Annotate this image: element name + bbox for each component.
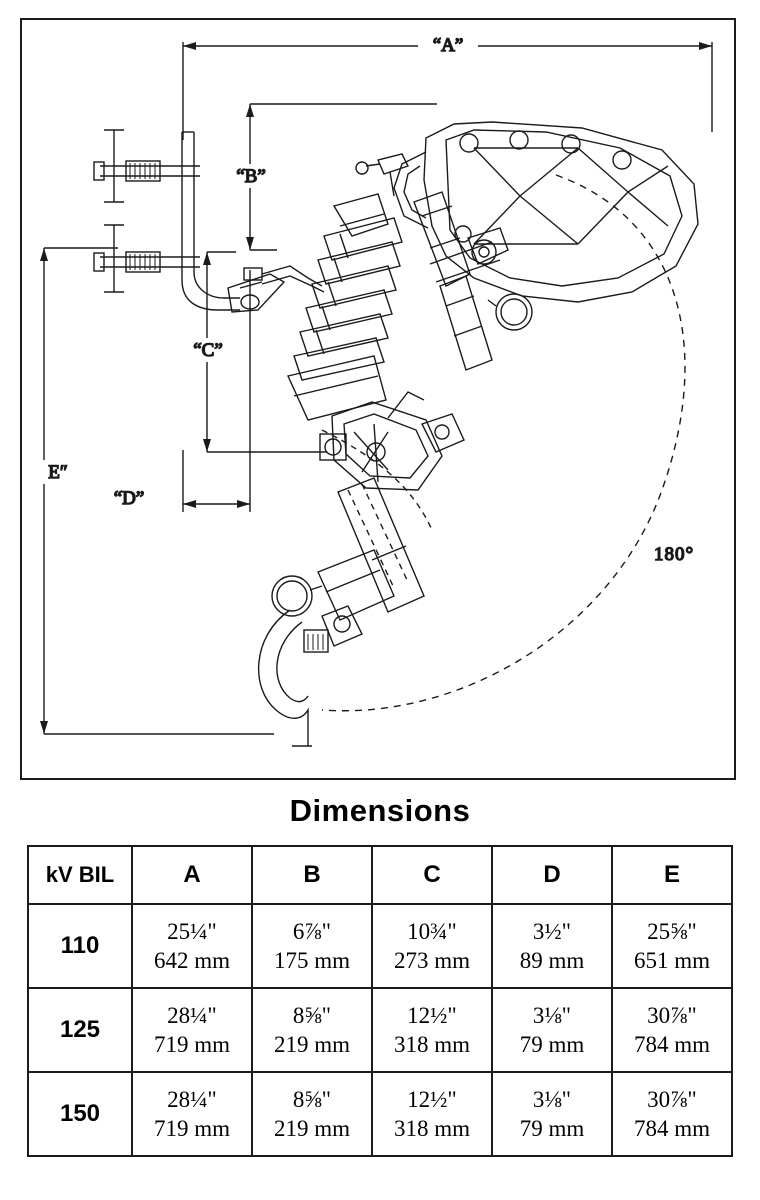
cell-c	[372, 988, 492, 1072]
value-inches: 12½"	[407, 1086, 457, 1112]
value-inches: 25⅝"	[647, 918, 697, 944]
value-mm: 175 mm	[273, 948, 351, 973]
dimensions-table	[27, 845, 733, 1157]
value-mm: 79 mm	[519, 1032, 585, 1057]
hinge-arm	[228, 266, 324, 312]
dimension-label-d: “D”	[113, 488, 145, 509]
value-mm: 79 mm	[519, 1116, 585, 1141]
cell-kv-bil: 125	[28, 988, 132, 1072]
porcelain-insulator	[288, 194, 402, 420]
cell-b	[252, 904, 372, 988]
figure-panel	[20, 18, 736, 780]
dimension-label-a: “A”	[432, 35, 464, 56]
cell-b	[252, 1072, 372, 1156]
table-body	[28, 904, 732, 1156]
table-row	[28, 1072, 732, 1156]
cell-a	[132, 1072, 252, 1156]
table-header-row	[28, 846, 732, 904]
value-inches: 28¼"	[167, 1086, 217, 1112]
angle-label-180: 180°	[653, 544, 695, 565]
cell-d	[492, 988, 612, 1072]
column-header-e: E	[612, 846, 732, 904]
value-inches: 30⅞"	[647, 1002, 697, 1028]
mounting-bracket	[94, 130, 240, 310]
dimension-label-b: “B”	[236, 166, 266, 187]
column-header-c: C	[372, 846, 492, 904]
value-mm: 784 mm	[633, 1032, 711, 1057]
value-mm: 219 mm	[273, 1116, 351, 1141]
dimension-line-b	[246, 104, 437, 250]
cell-b	[252, 988, 372, 1072]
value-mm: 784 mm	[633, 1116, 711, 1141]
cell-d	[492, 904, 612, 988]
value-inches: 8⅝"	[292, 1086, 332, 1112]
value-mm: 719 mm	[153, 1032, 231, 1057]
value-inches: 8⅝"	[292, 1002, 332, 1028]
column-header-a: A	[132, 846, 252, 904]
cell-c	[372, 904, 492, 988]
page-title: Dimensions	[289, 793, 471, 828]
value-mm: 89 mm	[519, 948, 585, 973]
value-mm: 273 mm	[393, 948, 471, 973]
value-mm: 651 mm	[633, 948, 711, 973]
column-header-kv-bil: kV BIL	[28, 846, 132, 904]
dimension-label-c: “C”	[193, 340, 223, 361]
cell-c	[372, 1072, 492, 1156]
value-mm: 318 mm	[393, 1032, 471, 1057]
value-inches: 12½"	[407, 1002, 457, 1028]
upper-support-casting	[356, 122, 698, 302]
value-inches: 10¾"	[407, 918, 457, 944]
cell-e	[612, 904, 732, 988]
dimension-line-d	[183, 270, 250, 512]
column-header-d: D	[492, 846, 612, 904]
cell-kv-bil: 150	[28, 1072, 132, 1156]
value-mm: 719 mm	[153, 1116, 231, 1141]
fuse-tube-assembly	[414, 192, 532, 370]
cutout-fuse-dimension-drawing	[22, 20, 734, 778]
value-inches: 25¼"	[167, 918, 217, 944]
cell-kv-bil: 110	[28, 904, 132, 988]
value-inches: 3⅛"	[532, 1002, 572, 1028]
value-inches: 30⅞"	[647, 1086, 697, 1112]
table-row	[28, 904, 732, 988]
dimensions-table-wrapper	[27, 845, 733, 1157]
table-header	[28, 846, 732, 904]
table-row	[28, 988, 732, 1072]
cell-e	[612, 988, 732, 1072]
value-inches: 28¼"	[167, 1002, 217, 1028]
value-mm: 642 mm	[153, 948, 231, 973]
value-inches: 6⅞"	[292, 918, 332, 944]
dimension-label-e: E″	[48, 462, 68, 483]
value-mm: 219 mm	[273, 1032, 351, 1057]
dimension-line-a	[183, 42, 712, 140]
value-inches: 3½"	[532, 918, 572, 944]
value-inches: 3⅛"	[532, 1086, 572, 1112]
column-header-b: B	[252, 846, 372, 904]
value-mm: 318 mm	[393, 1116, 471, 1141]
cell-d	[492, 1072, 612, 1156]
cell-a	[132, 988, 252, 1072]
cell-e	[612, 1072, 732, 1156]
cell-a	[132, 904, 252, 988]
